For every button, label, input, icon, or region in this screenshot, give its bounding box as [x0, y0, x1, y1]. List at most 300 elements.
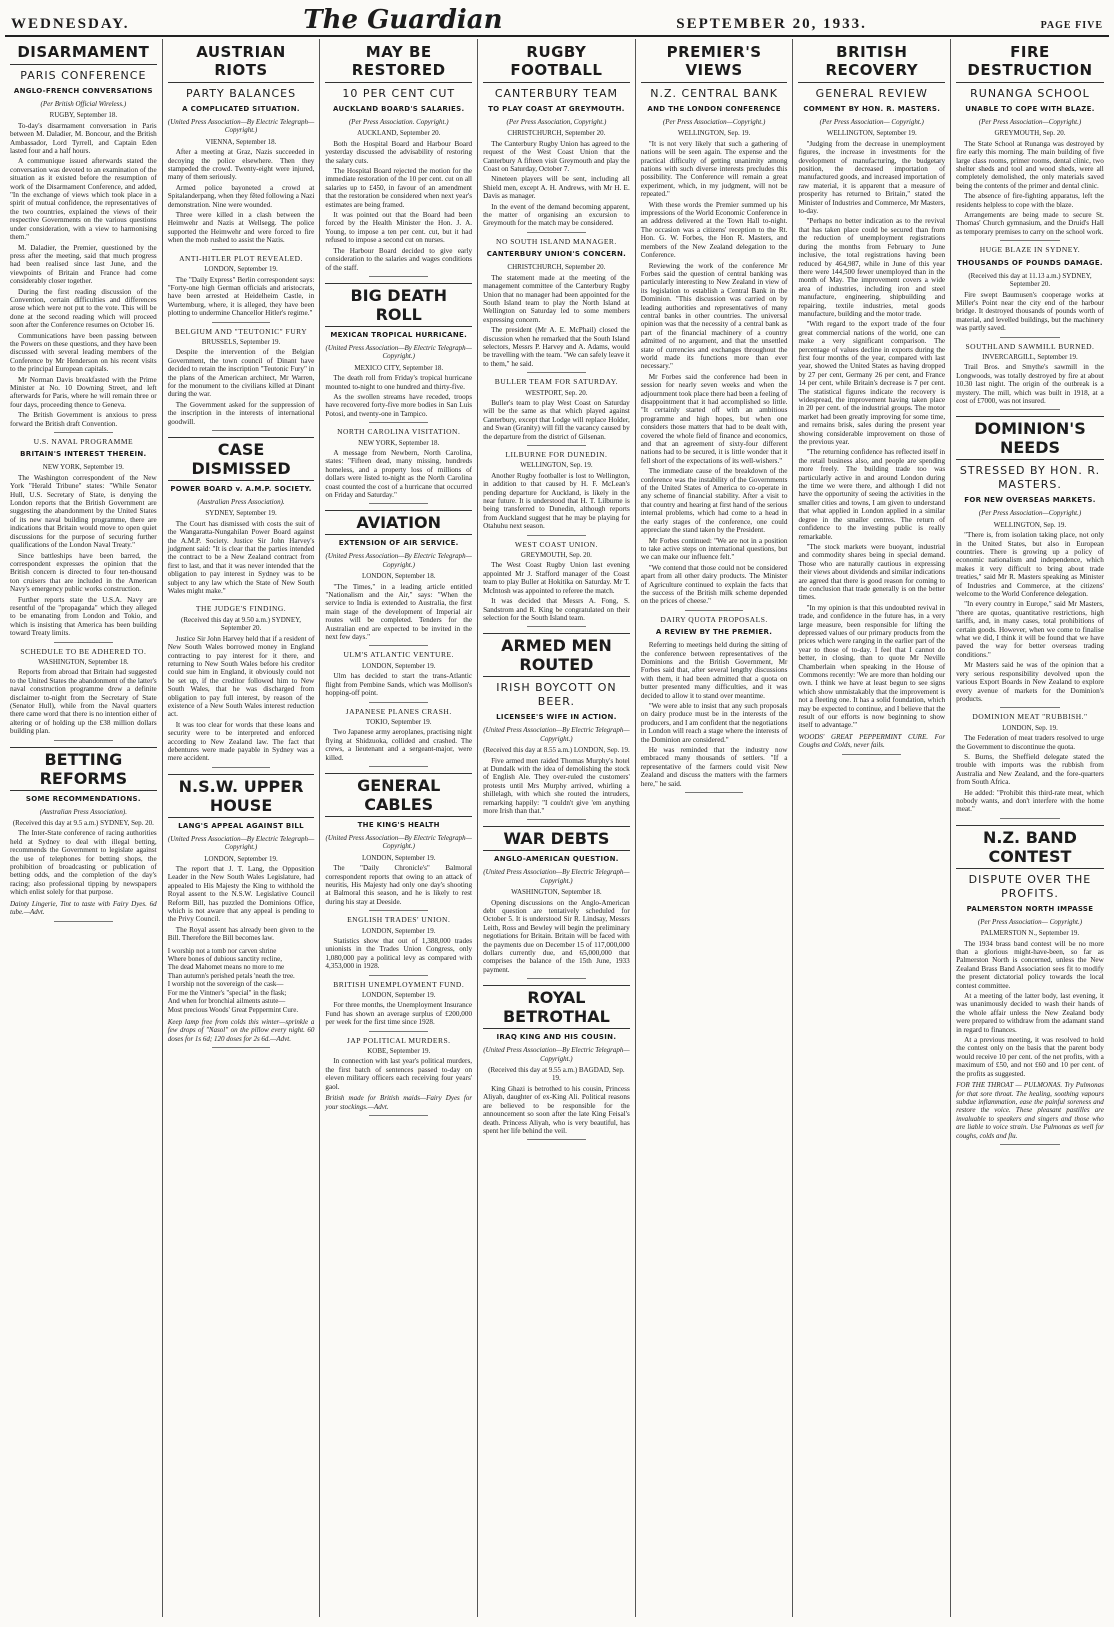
paragraph: Reviewing the work of the conference Mr Forbes said the question of central banking was particularly interesting to New Zealand in view of its legislation to establish a Central Bank in the Dominion. "This discussion was carried on by leading authorities and representatives of many central banks in other countries. The universal opinion was that the necessity of a central bank as part of the financial machinery of a country admitted of no argument, and that the unsettled state of currencies and exchanges throughout the world made its functions more than ever necessary."	[640, 261, 788, 371]
article-body	[641, 641, 788, 788]
paragraph: Another Rugby footballer is lost to Wellington, in addition to that caused by H. F. McLean's pending departure for Auckland, is likely in the near future. It is understood that H. T. Lilburne is being transferred to Dunedin, although reports from Auckland suggest that he may be playing for Otahuhu next season.	[483, 471, 630, 531]
subheadline: N.Z. CENTRAL BANK	[650, 87, 778, 100]
column-1	[5, 39, 163, 1617]
article	[325, 708, 472, 762]
subheadline: 10 PER CENT CUT	[342, 87, 456, 100]
verse-line: Where bones of dubious sanctity recline,	[167, 955, 282, 964]
separator-rule	[54, 642, 113, 643]
wire-credit: (United Press Association—By Electric Telegraph—Copyright.)	[167, 118, 315, 135]
paragraph: He was reminded that the industry now embraced many thousands of settlers. "If a representative of the farmers could visit New Zealand and discuss the matters with the farmers here," he said.	[640, 746, 788, 788]
article-body	[325, 583, 472, 642]
article	[798, 41, 945, 750]
dateline: LONDON, Sep. 19.	[1002, 723, 1058, 732]
wire-credit: (Australian Press Association).	[197, 498, 285, 506]
subheadline: DAIRY QUOTA PROPOSALS.	[660, 614, 768, 624]
article-body	[956, 940, 1104, 1140]
paragraph: The Canterbury Rugby Union has agreed to the request of the West Coast Union that the Canterbury A fifteen visit Greymouth and play the Coast on Saturday, October 7.	[483, 139, 630, 174]
article	[483, 451, 630, 531]
paragraph: Ulm has decided to start the trans-Atlantic flight from Pembine Sands, which was Mollison's hopping-off point.	[325, 672, 473, 698]
verse-line: And when for bronchial ailments astute—	[167, 997, 286, 1006]
kicker: UNABLE TO COPE WITH BLAZE.	[965, 105, 1095, 113]
subheadline: JAP POLITICAL MURDERS.	[346, 1035, 451, 1045]
columns-container	[5, 39, 1109, 1617]
article	[483, 41, 630, 228]
paragraph: Trail Bros. and Smythe's sawmill in the Longwoods, was totally destroyed by fire at about 10.30 last night. The origin of the outbreak is a mystery. The mill, which was built in 1918, at a cost of £7000, was not insured.	[956, 363, 1104, 405]
separator-rule	[369, 422, 428, 423]
article	[325, 651, 472, 697]
paragraph: At a meeting of the latter body, last evening, it was unanimously decided to wash their hands of the whole affair unless the New Zealand body were prepared to withdraw from the adamant stand in regard to finances.	[956, 992, 1104, 1034]
column-5	[636, 39, 794, 1617]
subheadline: SOUTHLAND SAWMILL BURNED.	[965, 341, 1095, 351]
article-body	[798, 140, 945, 750]
column-3	[320, 39, 478, 1617]
kicker: THOUSANDS OF POUNDS DAMAGE.	[957, 258, 1103, 267]
article	[10, 747, 157, 917]
verse-line: Than autumn's perished petals 'neath the tree.	[167, 971, 295, 980]
article-body	[168, 276, 315, 318]
paragraph: Both the Hospital Board and Harbour Board yesterday discussed the advisability of restoring the salary cuts.	[325, 139, 473, 165]
dateline: TOKIO, September 19.	[365, 717, 432, 726]
paragraph: Statistics show that out of 1,388,000 trades unionists in the Trades Union Congress, only 1,080,000 pay a political levy as compared with 4,353,000 in 1928.	[325, 937, 473, 971]
article	[168, 255, 315, 318]
separator-rule	[527, 535, 586, 536]
separator-rule	[212, 767, 271, 768]
headline: ROYAL BETROTHAL	[483, 985, 630, 1029]
separator-rule	[1000, 818, 1059, 819]
separator-rule	[369, 1031, 428, 1032]
subheadline: ENGLISH TRADES' UNION.	[347, 915, 451, 925]
wire-credit: (Per Press Association, Copyright.)	[506, 118, 607, 126]
dateline: LONDON, September 19.	[361, 926, 436, 935]
article	[10, 648, 157, 736]
masthead-date: SEPTEMBER 20, 1933.	[676, 16, 867, 32]
dateline: MEXICO CITY, September 18.	[354, 363, 444, 372]
subheadline: GENERAL REVIEW	[815, 87, 928, 100]
article-body	[10, 122, 157, 428]
article-body	[168, 348, 315, 426]
kicker: SOME RECOMMENDATIONS.	[25, 794, 141, 803]
paragraph: "With regard to the export trade of the four great commercial nations of the world, one can make a very significant comparison. The percentage of values decline in exports during the first four months of the year, compared with last year, showed the United States as having dropped by 27 per cent, Germany 26 per cent, and France 14 per cent, while Britain's decrease is 7 per cent. The statistical figures indicate the recovery is widespread, the improvement having taken place in 20 per cent. of the industrial groups. The motor market had been greatly improving for some time, and remains brisk, sales during the present year showing considerable improvement on those of the previous year.	[798, 320, 946, 447]
paragraph: For three months, the Unemployment Insurance Fund has shown an average surplus of £200,000 per week for the first time since 1928.	[325, 1001, 473, 1027]
advertisement: Keep lamp free from colds this winter—sprinkle a few drops of "Nasol" on the pillow every night. 60 doses for 1s 6d; 120 doses for 2s 6d.—Advt.	[167, 1017, 315, 1043]
paragraph: "Perhaps no better indication as to the revival that has taken place could be secured than from the reduction of unemployment registrations during the months from February to June inclusive, the total registrations having been reduced by 464,987, while in June of this year there were 144,500 fewer unemployed than in the month of May. The improvement covers a wide area of industries, including iron and steel manufacture, engineering, shipbuilding and repairing, textile industries, metal goods manufacture, building and the motor trade.	[798, 217, 946, 318]
paragraph: It was decided that Messrs A. Fong, S. Sandstrom and R. King be congratulated on their selection for the South Island team.	[483, 597, 630, 622]
article-body	[10, 474, 157, 638]
article-body	[956, 531, 1104, 703]
article	[483, 378, 630, 441]
article	[325, 981, 472, 1027]
dateline: VIENNA, September 18.	[205, 137, 277, 146]
paragraph: With these words the Premier summed up his impressions of the World Economic Conference in an address delivered at the Town Hall to-night. The occasion was a citizens' reception to the Rt. Hon. G. W. Forbes, the Hon R. Masters, and members of the New Zealand delegation to the Conference.	[640, 200, 788, 260]
masthead-title: The Guardian	[303, 5, 503, 35]
wire-credit: (Per Press Association—Copyright.)	[978, 509, 1082, 518]
paragraph: Further reports state the U.S.A. Navy are resentful of the "propaganda" which they alleged to be emanating from London and Tokio, and which is insisting that America has been building toward Treaty limits.	[10, 595, 157, 638]
separator-rule	[212, 599, 271, 600]
paragraph: S. Burns, the Sheffield delegate stated the trouble with imports was the rubbish from Australia and New Zealand, and the fore-quarters from South Africa.	[956, 752, 1104, 787]
article	[483, 238, 630, 368]
dateline: LONDON, September 19.	[204, 265, 278, 274]
headline: RUGBY FOOTBALL	[483, 41, 630, 83]
subheadline: LILBURNE FOR DUNEDIN.	[505, 450, 608, 459]
kicker: ANGLO-FRENCH CONVERSATIONS	[13, 87, 153, 95]
advertisement: British made for British maids—Fairy Dyes for your stockings.—Advt.	[325, 1094, 473, 1111]
subheadline: NORTH CAROLINA VISITATION.	[337, 427, 461, 437]
subheadline: THE JUDGE'S FINDING.	[195, 604, 287, 614]
article	[641, 616, 788, 788]
paragraph: The Royal assent has already been given to the Bill. Therefore the Bill becomes law.	[167, 925, 315, 943]
article	[10, 41, 157, 428]
wire-credit: (United Press Association—By Electric Telegraph—Copyright.)	[483, 726, 630, 743]
dateline: LONDON, September 18.	[361, 572, 436, 581]
kicker: AND THE LONDON CONFERENCE	[647, 105, 781, 113]
headline: AVIATION	[325, 510, 472, 535]
subheadline: PARIS CONFERENCE	[20, 69, 147, 82]
paragraph: Reports from abroad that Britain had suggested to the United States the abandonment of the latter's naval construction programme drew a definite disclaimer to-night from the Secretary of State (Senator Hull), while from the Naval quarters there came word that there is no intention either of altering or of holding up the £38 million dollars building plan.	[10, 668, 157, 736]
separator-rule	[212, 1047, 271, 1048]
kicker: LICENSEE'S WIFE IN ACTION.	[496, 713, 617, 722]
verse-line: Most precious Woods' Great Peppermint Cure.	[167, 1005, 299, 1014]
dateline: WELLINGTON, Sep. 19.	[520, 461, 593, 470]
headline: MAY BE RESTORED	[325, 41, 472, 83]
paragraph: "The Times," in a leading article entitled "Nationalism and the Air," says: "When the service to India is extended to Australia, the first main stage of the development of Imperial air routes will be completed. Tenders for the Australian end are expected to be invited in the next few days."	[325, 582, 473, 642]
paragraph: Referring to meetings held during the sitting of the conference between representatives of the Dominions and the British Government, Mr Forbes said that, after several lengthy discussions with them, it had been admitted that a quota on butter presented many difficulties, and it was decided to allow it to stand over meantime.	[640, 641, 788, 700]
kicker: EXTENSION OF AIR SERVICE.	[338, 539, 459, 548]
subheadline: CANTERBURY TEAM	[494, 87, 618, 100]
article-body	[325, 1057, 472, 1110]
article-body	[483, 472, 630, 531]
article	[956, 246, 1104, 332]
headline: ARMED MEN ROUTED	[483, 633, 630, 677]
paragraph: The "Daily Express" Berlin correspondent says: "Forty-one high German officials and aristocrats, have been arrested at Heidelheim Castle, in Wurtemburg, where, it is alleged, they have been plotting to undermine Chancellor Hitler's regime."	[167, 275, 315, 318]
kicker: IRAQ KING AND HIS COUSIN.	[496, 1033, 617, 1042]
separator-rule	[527, 819, 586, 820]
advertisement: WOODS' GREAT PEPPERMINT CURE. For Coughs and Colds, never fails.	[798, 732, 946, 750]
paragraph: The president (Mr A. E. McPhail) closed the discussion when he remarked that the South Island selectors, Messrs P. Harvey and A. Adams, would be travelling with the team. "We can safely leave it to them," he said.	[483, 326, 630, 368]
paragraph: A communique issued afterwards stated the conversation was devoted to an examination of the situation as it existed before the resumption of work of the Disarmament Conference, and added, "In the exchange of views which took place in a spirit of mutual confidence, the representatives of the two countries, explained the views of their respective Governments on the various questions under consideration, with a view to harmonising them."	[10, 157, 157, 242]
article	[10, 438, 157, 638]
paragraph: Two Japanese army aeroplanes, practising night flying at Shidzuoka, collided and crashed. The crews, a lieutenant and a sergeant-major, were killed.	[325, 728, 473, 762]
article-body	[956, 363, 1104, 405]
page-number-label: PAGE FIVE	[1040, 20, 1103, 31]
masthead	[5, 5, 1109, 37]
wire-credit: (Per Press Association— Copyright.)	[819, 118, 924, 126]
paragraph: He added: "Prohibit this third-rate meat, which nobody wants, and don't interfere with the home meat."	[956, 788, 1104, 814]
dateline: LONDON, September 19.	[204, 854, 278, 863]
wire-credit: (United Press Association—By Electric Telegraph—Copyright.)	[483, 1046, 630, 1063]
paragraph: The Federation of meat traders resolved to urge the Government to discontinue the quota.	[956, 734, 1104, 751]
article-body	[956, 291, 1104, 333]
dateline: NEW YORK, September 19.	[42, 463, 124, 472]
wire-credit: (Per Press Association—Copyright.)	[662, 118, 766, 126]
paragraph: "Judging from the decrease in unemployment figures, the increase in investments for the development of manufacturing, the budgetary position, the decreased importation of manufactured goods, and increased importation of raw material, it is apparent that a measure of prosperity has returned to Britain," stated the Minister of Industries and Commerce, Mr Masters, to-day.	[798, 139, 946, 216]
dateline: BRUSSELS, September 19.	[201, 337, 281, 346]
separator-rule	[212, 322, 271, 323]
paragraph: M. Daladier, the Premier, questioned by the press after the meeting, said that much progress had been realised since last June, and the viewpoints of Britain and France had come considerably closer together.	[10, 243, 157, 286]
advertisement: Dainty Lingerie, Tint to taste with Fairy Dyes. 6d tube.—Advt.	[10, 899, 157, 917]
article	[956, 343, 1104, 406]
separator-rule	[527, 1139, 586, 1140]
subheadline: STRESSED BY HON. R. MASTERS.	[959, 464, 1101, 492]
kicker: BRITAIN'S INTEREST THEREIN.	[20, 450, 147, 459]
dateline: WELLINGTON, Sep. 19.	[677, 129, 751, 138]
paragraph: Mr Forbes continued: "We are not in a position to take active steps on international questions, but we can make our influence felt."	[640, 536, 788, 562]
headline: GENERAL CABLES	[325, 773, 472, 817]
separator-rule	[369, 910, 428, 911]
paragraph: The Court has dismissed with costs the suit of the Wangaratta-Nungahilan Power Board against the A.M.P. Society. Justice Sir John Harvey's judgment said: "It is clear that the parties intended the contract to be a New Zealand contract from first to last, and that it was never intended that the obligation to pay interest in Sydney was to be subject to any law which the State of New South Wales might make."	[167, 519, 315, 596]
wire-credit: (United Press Association—By Electric Telegraph—Copyright.)	[325, 343, 472, 361]
separator-rule	[1000, 337, 1059, 338]
kicker: PALMERSTON NORTH IMPASSE	[966, 904, 1094, 913]
headline: WAR DEBTS	[483, 826, 630, 851]
paragraph: The "Daily Chronicle's" Balmoral correspondent reports that owing to an attack of neuritis, His Majesty had only one day's shooting at Balmoral this season, and he is likely to rest during his stay at Deeside.	[325, 864, 473, 906]
paragraph: The British Government is anxious to press forward the British draft Convention.	[10, 411, 157, 428]
kicker: COMMENT BY HON. R. MASTERS.	[803, 105, 941, 113]
separator-rule	[527, 626, 586, 627]
column-2	[163, 39, 321, 1617]
kicker: TO PLAY COAST AT GREYMOUTH.	[488, 105, 625, 113]
article	[641, 41, 788, 606]
article-body	[325, 728, 472, 762]
dateline: INVERCARGILL, September 19.	[982, 352, 1078, 361]
dateline: LONDON, September 19.	[361, 991, 436, 1000]
separator-rule	[369, 975, 428, 976]
dateline: SYDNEY, September 19.	[205, 509, 277, 518]
paragraph: Armed police bayoneted a crowd at Spitalanderpang, when they fêted following a Nazi demonstration. Nine were wounded.	[167, 183, 315, 209]
article	[956, 416, 1104, 703]
headline: CASE DISMISSED	[168, 437, 315, 481]
paragraph: Despite the intervention of the Belgian Government, the town council of Dinant have decided to retain the inscription "Teutonic Fury" in the plans of the American architect, Mr Warren, for the monument to the civilians killed at Dinant during the war.	[167, 348, 315, 399]
article	[325, 510, 472, 641]
subheadline: ULM'S ATLANTIC VENTURE.	[343, 650, 454, 660]
paragraph: The death roll from Friday's tropical hurricane mounted to-night to one hundred and thirty-five.	[325, 374, 473, 391]
article	[168, 328, 315, 426]
dateline: PALMERSTON N., September 19.	[980, 929, 1080, 938]
wire-credit: (United Press Association—By Electric Telegraph—Copyright.)	[325, 833, 472, 851]
paragraph: To-day's disarmament conversation in Paris between M. Daladier, M. Boncour, and the British Ambassador, Lord Tyrrell, and Captain Eden lasted four and a half hours.	[10, 121, 157, 156]
paragraph: In connection with last year's political murders, the first batch of sentences passed to-day on eleven military officers each receiving four years' gaol.	[325, 1057, 473, 1091]
article	[168, 605, 315, 762]
article-body	[483, 757, 630, 816]
kicker: ANGLO-AMERICAN QUESTION.	[494, 855, 619, 864]
dateline: CHRISTCHURCH, September 20.	[507, 263, 606, 272]
verse-line: The dead Mahomet means no more to me	[167, 963, 285, 972]
kicker: CANTERBURY UNION'S CONCERN.	[486, 250, 627, 259]
paragraph: Nineteen players will be sent, including all Shield men, except A. H. Andrews, with Mr H. E. Davis as manager.	[483, 175, 630, 201]
dateline: GREYMOUTH, Sep. 20.	[994, 129, 1066, 138]
paragraph: Five armed men raided Thomas Murphy's hotel at Dundalk with the idea of demolishing the stock of English Ale. They over-ruled the customers' protests until Mrs Murphy arrived, whirling a shillelagh, with which she routed the intruders, remarking happily: "I couldn't give 'em anything more Irish than that."	[483, 756, 630, 815]
kicker: THE KING'S HEALTH	[357, 820, 440, 829]
paragraph: Buller's team to play West Coast on Saturday will be the same as that which played against Canterbury, except that Lodge will replace Holder, and Swan (Granity) will fill the vacancy caused by the departure from the district of Gilsenan.	[483, 398, 630, 441]
paragraph: "The stock markets were buoyant, industrial and commodity shares being in special demand. Those who are naturally cautious in expressing their views about dividends and similar indications are agreed that there is good reason for coming to the conclusion that trade generally is on the better times.	[798, 542, 946, 602]
paragraph: The Hospital Board rejected the motion for the immediate restoration of the 10 per cent. cut on all salaries up to £450, in favour of an amendment that the restoration be considered when next year's estimates are being framed.	[325, 167, 473, 209]
article	[168, 41, 315, 245]
headline: N.S.W. UPPER HOUSE	[168, 774, 315, 818]
subheadline: RUNANGA SCHOOL	[970, 87, 1090, 100]
separator-rule	[685, 792, 744, 793]
article-body	[168, 635, 315, 763]
dateline: (Received this day at 11.13 a.m.) SYDNEY, September 20.	[968, 271, 1092, 289]
wire-credit: (Per British Official Wireless.)	[40, 100, 127, 108]
headline: PREMIER'S VIEWS	[641, 41, 788, 83]
paragraph: It was too clear for words that these loans and security were to be interpreted and enforced according to New Zealand law. The fact that debentures were made payable in Sydney was a mere accident.	[167, 720, 315, 763]
paragraph: Arrangements are being made to secure St. Thomas' Church gymnasium, and the Druid's Hall as temporary premises to carry on the school work.	[956, 211, 1104, 236]
dateline: (Received this day at 9.50 a.m.) SYDNEY, September 20.	[181, 615, 302, 633]
article-body	[10, 829, 157, 916]
dateline: (Received this day at 8.55 a.m.) LONDON, Sep. 19.	[483, 746, 630, 755]
separator-rule	[527, 232, 586, 233]
article-body	[168, 520, 315, 596]
headline: BRITISH RECOVERY	[798, 41, 945, 83]
article-body	[483, 899, 630, 975]
separator-rule	[1000, 240, 1059, 241]
dateline: (Received this day at 9.55 a.m.) BAGDAD, Sep. 19.	[488, 1066, 625, 1083]
paragraph: The Washington correspondent of the New York "Herald Tribune" states: "While Senator Hull, U.S. Secretary of State, is denying the London reports that the British Government are suggesting the abandonment by the United States of its new naval building programme, there are indications that Britain would move to open quiet discussions for the purpose of securing further qualifications of the London Naval Treaty."	[10, 473, 157, 550]
separator-rule	[369, 766, 428, 767]
article-body	[325, 140, 472, 272]
wire-credit: (United Press Association—By Electric Telegraph—Copyright.)	[483, 868, 630, 885]
paragraph: In the event of the demand becoming apparent, the matter of organising an excursion to Greymouth for the match may be considered.	[483, 202, 630, 228]
paragraph: The 1934 brass band contest will be no more than a glorious might-have-been, so far as Palmerston North is concerned, unless the New Zealand Brass Band Association sees fit to modify the present dictatorial policy towards the local contest committee.	[956, 939, 1104, 990]
subheadline: IRISH BOYCOTT ON BEER.	[496, 681, 617, 709]
subheadline: SCHEDULE TO BE ADHERED TO.	[20, 646, 147, 656]
separator-rule	[369, 276, 428, 277]
paragraph: After a meeting at Graz, Nazis succeeded in decoying the police elsewhere. Then they stampeded the crowd. Twenty-eight were injured, many of them seriously.	[167, 148, 315, 182]
kicker: AUCKLAND BOARD'S SALARIES.	[333, 105, 465, 113]
article-body	[483, 274, 630, 368]
dateline: NEW YORK, September 18.	[358, 438, 440, 447]
dateline: LONDON, September 19.	[361, 661, 436, 670]
separator-rule	[527, 372, 586, 373]
subheadline: HUGE BLAZE IN SYDNEY.	[979, 245, 1081, 255]
article	[325, 283, 472, 418]
article	[325, 773, 472, 906]
subheadline: U.S. NAVAL PROGRAMME	[33, 437, 134, 447]
wire-credit: (Per Press Association—Copyright.)	[978, 118, 1082, 126]
subheadline: ANTI-HITLER PLOT REVEALED.	[179, 253, 303, 263]
paragraph: The absence of fire-fighting apparatus, left the residents helpless to cope with the blaze.	[956, 192, 1104, 209]
dateline: CHRISTCHURCH, September 20.	[507, 129, 606, 138]
paragraph: The immediate cause of the breakdown of the conference was the instability of the Governments of the United States of America to co-operate in any scheme of financial stability. After a visit to that country and hearing at first hand of the serious internal problems, which had come to a head in the early stages of the conference, one could appreciate the stand taken by the President.	[640, 467, 788, 535]
paragraph: Communications have been passing between the Powers on these questions, and they have been discussed with several leading members of the Conference by Mr Henderson on his recent visits to the principal European capitals.	[10, 331, 157, 374]
wire-credit: (United Press Association—By Electric Telegraph—Copyright.)	[167, 834, 315, 852]
kicker: FOR NEW OVERSEAS MARKETS.	[964, 496, 1096, 505]
article-body	[483, 561, 630, 622]
paragraph: At a previous meeting, it was resolved to hold the contest only on the basis that the parent body would receive 10 per cent. of the net profits, with a maximum of £50, and not £60 and 10 per cent. of the profits as suggested.	[956, 1036, 1104, 1078]
subheadline: NO SOUTH ISLAND MANAGER.	[496, 236, 617, 246]
subheadline: BRITISH UNEMPLOYMENT FUND.	[333, 979, 465, 989]
kicker: LANG'S APPEAL AGAINST BILL	[178, 821, 304, 830]
newspaper-page	[5, 5, 1109, 1617]
separator-rule	[1000, 707, 1059, 708]
paragraph: "In my opinion is that this undoubted revival in trade, and confidence in the future has, in a very large measure, been responsible for lifting the depressed values of our primary products from the prices which were ranging in the earlier part of the year to those of to-day. I feel that I cannot do better, in closing, than to quote Mr Neville Chamberlain when speaking in the House of Commons recently: 'We are more than holding our own. I think we have at least begun to see signs which show unmistakably that the improvement is not a fleeting one. It has a solid foundation, which may be expected to continue, and I believe that the result of our efforts is now beginning to show itself to advantage.'"	[798, 603, 946, 730]
article-body	[325, 937, 472, 971]
column-6	[793, 39, 951, 1617]
paragraph: Since battleships have been barred, the correspondent expresses the opinion that the British concern is directed to four ten-thousand ton cruisers that are included in the American Navy's emergency public works construction.	[10, 551, 157, 594]
paragraph: During the first reading discussion of the Convention, certain difficulties and differences arose which were not put to the vote. This will be done at the second reading which will proceed soon after the Conference resumes on October 16.	[10, 287, 157, 330]
paragraph: Mr Masters said he was of the opinion that a very serious responsibility devolved upon the various Export Boards in New Zealand to explore every avenue of markets for the Dominion's products.	[956, 661, 1104, 703]
separator-rule	[1000, 1144, 1059, 1145]
separator-rule	[54, 432, 113, 433]
article-body	[10, 668, 157, 735]
article	[956, 825, 1104, 1140]
paragraph: "In every country in Europe," said Mr Masters, "there are quotas, quantitative restrictions, high tariffs, and, in many cases, total prohibitions of certain goods. However, when we come to finalise what we did, I think it will be found that we have paved the way for better overseas trading conditions."	[956, 600, 1104, 659]
masthead-day: WEDNESDAY.	[11, 16, 130, 32]
article-body	[956, 734, 1104, 814]
article-body	[168, 865, 315, 1043]
dateline: LONDON, September 19.	[361, 853, 436, 862]
headline: FIRE DESTRUCTION	[956, 41, 1104, 83]
subheadline: JAPANESE PLANES CRASH.	[345, 706, 452, 716]
paragraph: Mr Forbes said the conference had been in session for nearly seven weeks and when the adjournment took place there had been a feeling of disappointment that it had accomplished so little. "It certainly started off with an ambitious programme and high hopes, but when one considers those matters that had to be dealt with, covered the whole field of finance and economics, and that an agreement of sixty-four different nations had to be secured, it is little wonder that it fell short of the expectations of its well-wishers."	[640, 372, 788, 465]
paragraph: The Harbour Board decided to give early consideration to the salaries and wages conditions of the staff.	[325, 246, 473, 272]
dateline: WESTPORT, Sep. 20.	[525, 388, 588, 397]
article-body	[483, 140, 630, 228]
paragraph: The Inter-State conference of racing authorities held at Sydney to deal with illegal betting, recommends the Government to legislate against the use of telephones for betting shops, the prohibition of broadcasting or publication of betting odds, and the completion of the day's racing; also professional tipping by newspapers which enlist solely for that purpose.	[10, 829, 157, 897]
separator-rule	[212, 249, 271, 250]
article	[168, 437, 315, 595]
separator-rule	[369, 503, 428, 504]
paragraph: The West Coast Rugby Union last evening appointed Mr J. Stafford manager of the Coast team to play Buller at Hokitika on Saturday. Mr T. McIntosh was appointed to referee the match.	[483, 561, 630, 595]
article-body	[325, 672, 472, 697]
article-body	[325, 1001, 472, 1026]
headline: BIG DEATH ROLL	[325, 283, 472, 327]
paragraph: Justice Sir John Harvey held that if a resident of New South Wales borrowed money in England contracting to pay interest for it there, and returning to New South Wales before his creditor could sue him in England, it obviously could not be set up, if the creditor followed him to New South Wales, that he was discharged from obligation to pay full interest, by reason of the existence of a New South Wales interest reduction act.	[167, 634, 315, 719]
article	[483, 826, 630, 974]
kicker: MEXICAN TROPICAL HURRICANE.	[330, 330, 468, 339]
wire-credit: (Australian Press Association).	[39, 807, 127, 816]
verse-block	[168, 947, 315, 1014]
column-4	[478, 39, 636, 1617]
kicker: A REVIEW BY THE PREMIER.	[655, 628, 773, 637]
headline: N.Z. BAND CONTEST	[956, 825, 1104, 869]
article	[325, 916, 472, 970]
advertisement: FOR THE THROAT — PULMONAS. Try Pulmonas for that sore throat. The healing, soothing vapours subdue inflammation, ease the painful soreness and restore the voice. These pleasant pastilles are invaluable to speakers and singers and those who are liable to voice strain. Use Pulmonas as well for coughs, colds and flu.	[956, 1081, 1104, 1140]
article-body	[325, 864, 472, 906]
paragraph: The State School at Runanga was destroyed by fire early this morning. The main building of five large class rooms, primer rooms, dental clinic, two shelter sheds and tool and wood sheds, were all completely demolished, the only materials saved being the contents of the primer and dental clinic.	[956, 139, 1104, 190]
paragraph: As the swollen streams have receded, troops have recovered forty-five more bodies in San Luis Potosi, and twenty-one in Tampico.	[325, 392, 473, 418]
separator-rule	[527, 978, 586, 979]
paragraph: The report that J. T. Lang, the Opposition Leader in the New South Wales Legislature, had appealed to His Majesty the King to withhold the Royal assent to the N.S.W. Legislative Council Reform Bill, has puzzled the Dominions Office, which is not aware that any appeal is pending to the Privy Council.	[167, 865, 315, 924]
dateline: RUGBY, September 18.	[49, 111, 118, 120]
paragraph: The Government asked for the suppression of the inscription in the interests of international goodwill.	[167, 400, 315, 426]
headline: AUSTRIAN RIOTS	[168, 41, 315, 83]
subheadline: BELGIUM AND "TEUTONIC" FURY	[174, 326, 308, 336]
headline: DOMINION'S NEEDS	[956, 416, 1104, 460]
article	[956, 41, 1104, 236]
verse-line: I worship not a tomb nor carven shrine	[167, 946, 277, 955]
separator-rule	[212, 430, 271, 431]
verse-line: I worship not the sovereign of the cask—	[167, 980, 284, 989]
paragraph: A message from Newbern, North Carolina, states: "Fifteen dead, many missing, hundreds homeless, and a property loss of millions of dollars were listed to-night as the North Carolina coast counted the cost of a hurricane that occurred on Friday and Saturday."	[325, 448, 473, 499]
article	[483, 633, 630, 815]
separator-rule	[527, 445, 586, 446]
separator-rule	[54, 921, 113, 922]
paragraph: Opening discussions on the Anglo-American debt question are tentatively scheduled for October 5. It is understood Sir R. Lindsay, Messrs Leith, Ross and Bewley will begin the preliminary negotiations for Britain. Britain will be faced with the payments due on December 15 of 117,000,000 dollars currently due, and 65,000,000 that comprises the balance of the 15th June, 1933 payment.	[483, 898, 630, 974]
article-body	[641, 140, 788, 606]
article-body	[483, 399, 630, 441]
dateline: GREYMOUTH, Sep. 20.	[520, 551, 592, 560]
paragraph: "We were able to insist that any such proposals on dairy produce must be in the interests of the producers, and I am confident that the negotiations in London will reach a stage where the interests of the Dominion are considered."	[640, 702, 788, 744]
separator-rule	[369, 1115, 428, 1116]
subheadline: PARTY BALANCES	[186, 87, 297, 100]
subheadline: BULLER TEAM FOR SATURDAY.	[494, 377, 619, 387]
dateline: (Received this day at 9.5 a.m.) SYDNEY, Sep. 20.	[12, 819, 154, 828]
column-7	[951, 39, 1109, 1617]
paragraph: "It is not very likely that such a gathering of nations will be seen again. The expense and the practical difficulty of getting unanimity among nations with such diverse interests precludes this possibility. The Conference will remain a great experiment, which, in my judgment, will not be repeated."	[640, 139, 788, 199]
subheadline: WEST COAST UNION.	[514, 539, 598, 549]
wire-credit: (Per Press Association. Copyright.)	[348, 118, 449, 126]
paragraph: "We contend that those could not be considered apart from all other dairy products. The Minister of Agriculture continued to explain the facts that the success of the British milk scheme depended on the prices of cheese."	[640, 563, 788, 606]
